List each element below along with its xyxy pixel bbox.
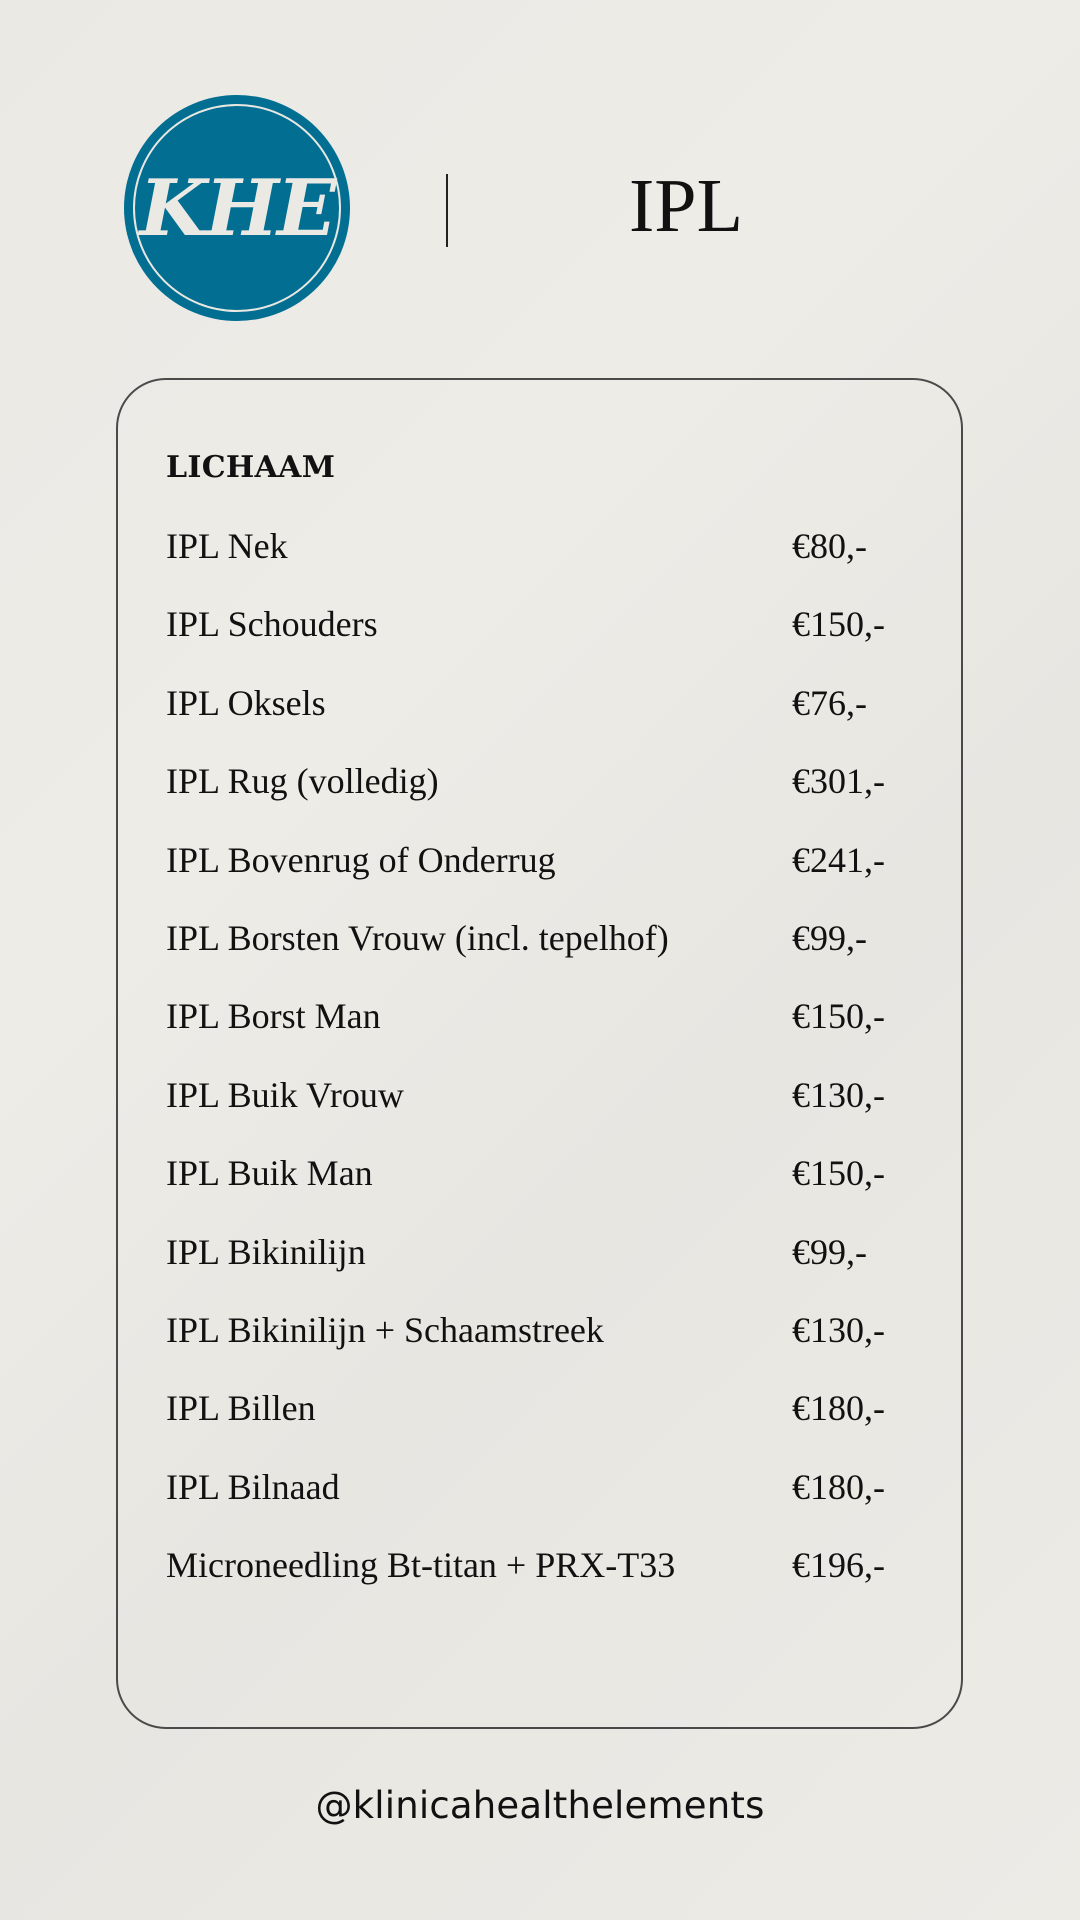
- treatment-price: €76,-: [792, 682, 867, 723]
- price-row: [166, 1543, 926, 1621]
- treatment-price: €99,-: [792, 917, 867, 958]
- treatment-price: €180,-: [792, 1466, 885, 1507]
- page-title: IPL: [629, 164, 743, 248]
- price-row: [166, 838, 926, 916]
- treatment-price: €241,-: [792, 839, 885, 880]
- treatment-name: IPL Oksels: [166, 682, 326, 723]
- treatment-name: IPL Billen: [166, 1388, 316, 1429]
- treatment-name: IPL Bovenrug of Onderrug: [166, 839, 556, 880]
- treatment-price: €150,-: [792, 604, 885, 645]
- treatment-name: IPL Buik Vrouw: [166, 1074, 404, 1115]
- price-row: [166, 1465, 926, 1543]
- price-list: [166, 524, 926, 1621]
- price-row: [166, 916, 926, 994]
- treatment-price: €99,-: [792, 1231, 867, 1272]
- treatment-name: IPL Rug (volledig): [166, 761, 439, 802]
- treatment-price: €150,-: [792, 996, 885, 1037]
- treatment-price: €130,-: [792, 1074, 885, 1115]
- treatment-name: IPL Schouders: [166, 604, 378, 645]
- price-row: [166, 681, 926, 759]
- treatment-name: IPL Borst Man: [166, 996, 381, 1037]
- header-divider: [446, 174, 448, 247]
- treatment-name: IPL Nek: [166, 526, 288, 566]
- treatment-price: €130,-: [792, 1309, 885, 1350]
- treatment-name: IPL Bikinilijn + Schaamstreek: [166, 1309, 604, 1350]
- treatment-name: Microneedling Bt-titan + PRX-T33: [166, 1545, 676, 1586]
- treatment-price: €80,-: [792, 526, 867, 566]
- social-handle: @klinicahealthelements: [315, 1784, 765, 1827]
- logo-text: KHE: [139, 162, 335, 254]
- price-row: [166, 1230, 926, 1308]
- section-title: LICHAAM: [166, 450, 336, 485]
- khe-logo: [124, 95, 350, 321]
- price-row: [166, 1073, 926, 1151]
- treatment-price: €150,-: [792, 1153, 885, 1194]
- price-row: [166, 524, 926, 602]
- treatment-name: IPL Bikinilijn: [166, 1231, 366, 1272]
- treatment-name: IPL Borsten Vrouw (incl. tepelhof): [166, 917, 669, 958]
- treatment-price: €196,-: [792, 1545, 885, 1586]
- price-row: [166, 602, 926, 680]
- price-row: [166, 1151, 926, 1229]
- treatment-name: IPL Buik Man: [166, 1153, 373, 1194]
- price-row: [166, 1386, 926, 1464]
- price-row: [166, 759, 926, 837]
- treatment-price: €180,-: [792, 1388, 885, 1429]
- treatment-name: IPL Bilnaad: [166, 1466, 340, 1507]
- price-row: [166, 1308, 926, 1386]
- price-row: [166, 994, 926, 1072]
- treatment-price: €301,-: [792, 761, 885, 802]
